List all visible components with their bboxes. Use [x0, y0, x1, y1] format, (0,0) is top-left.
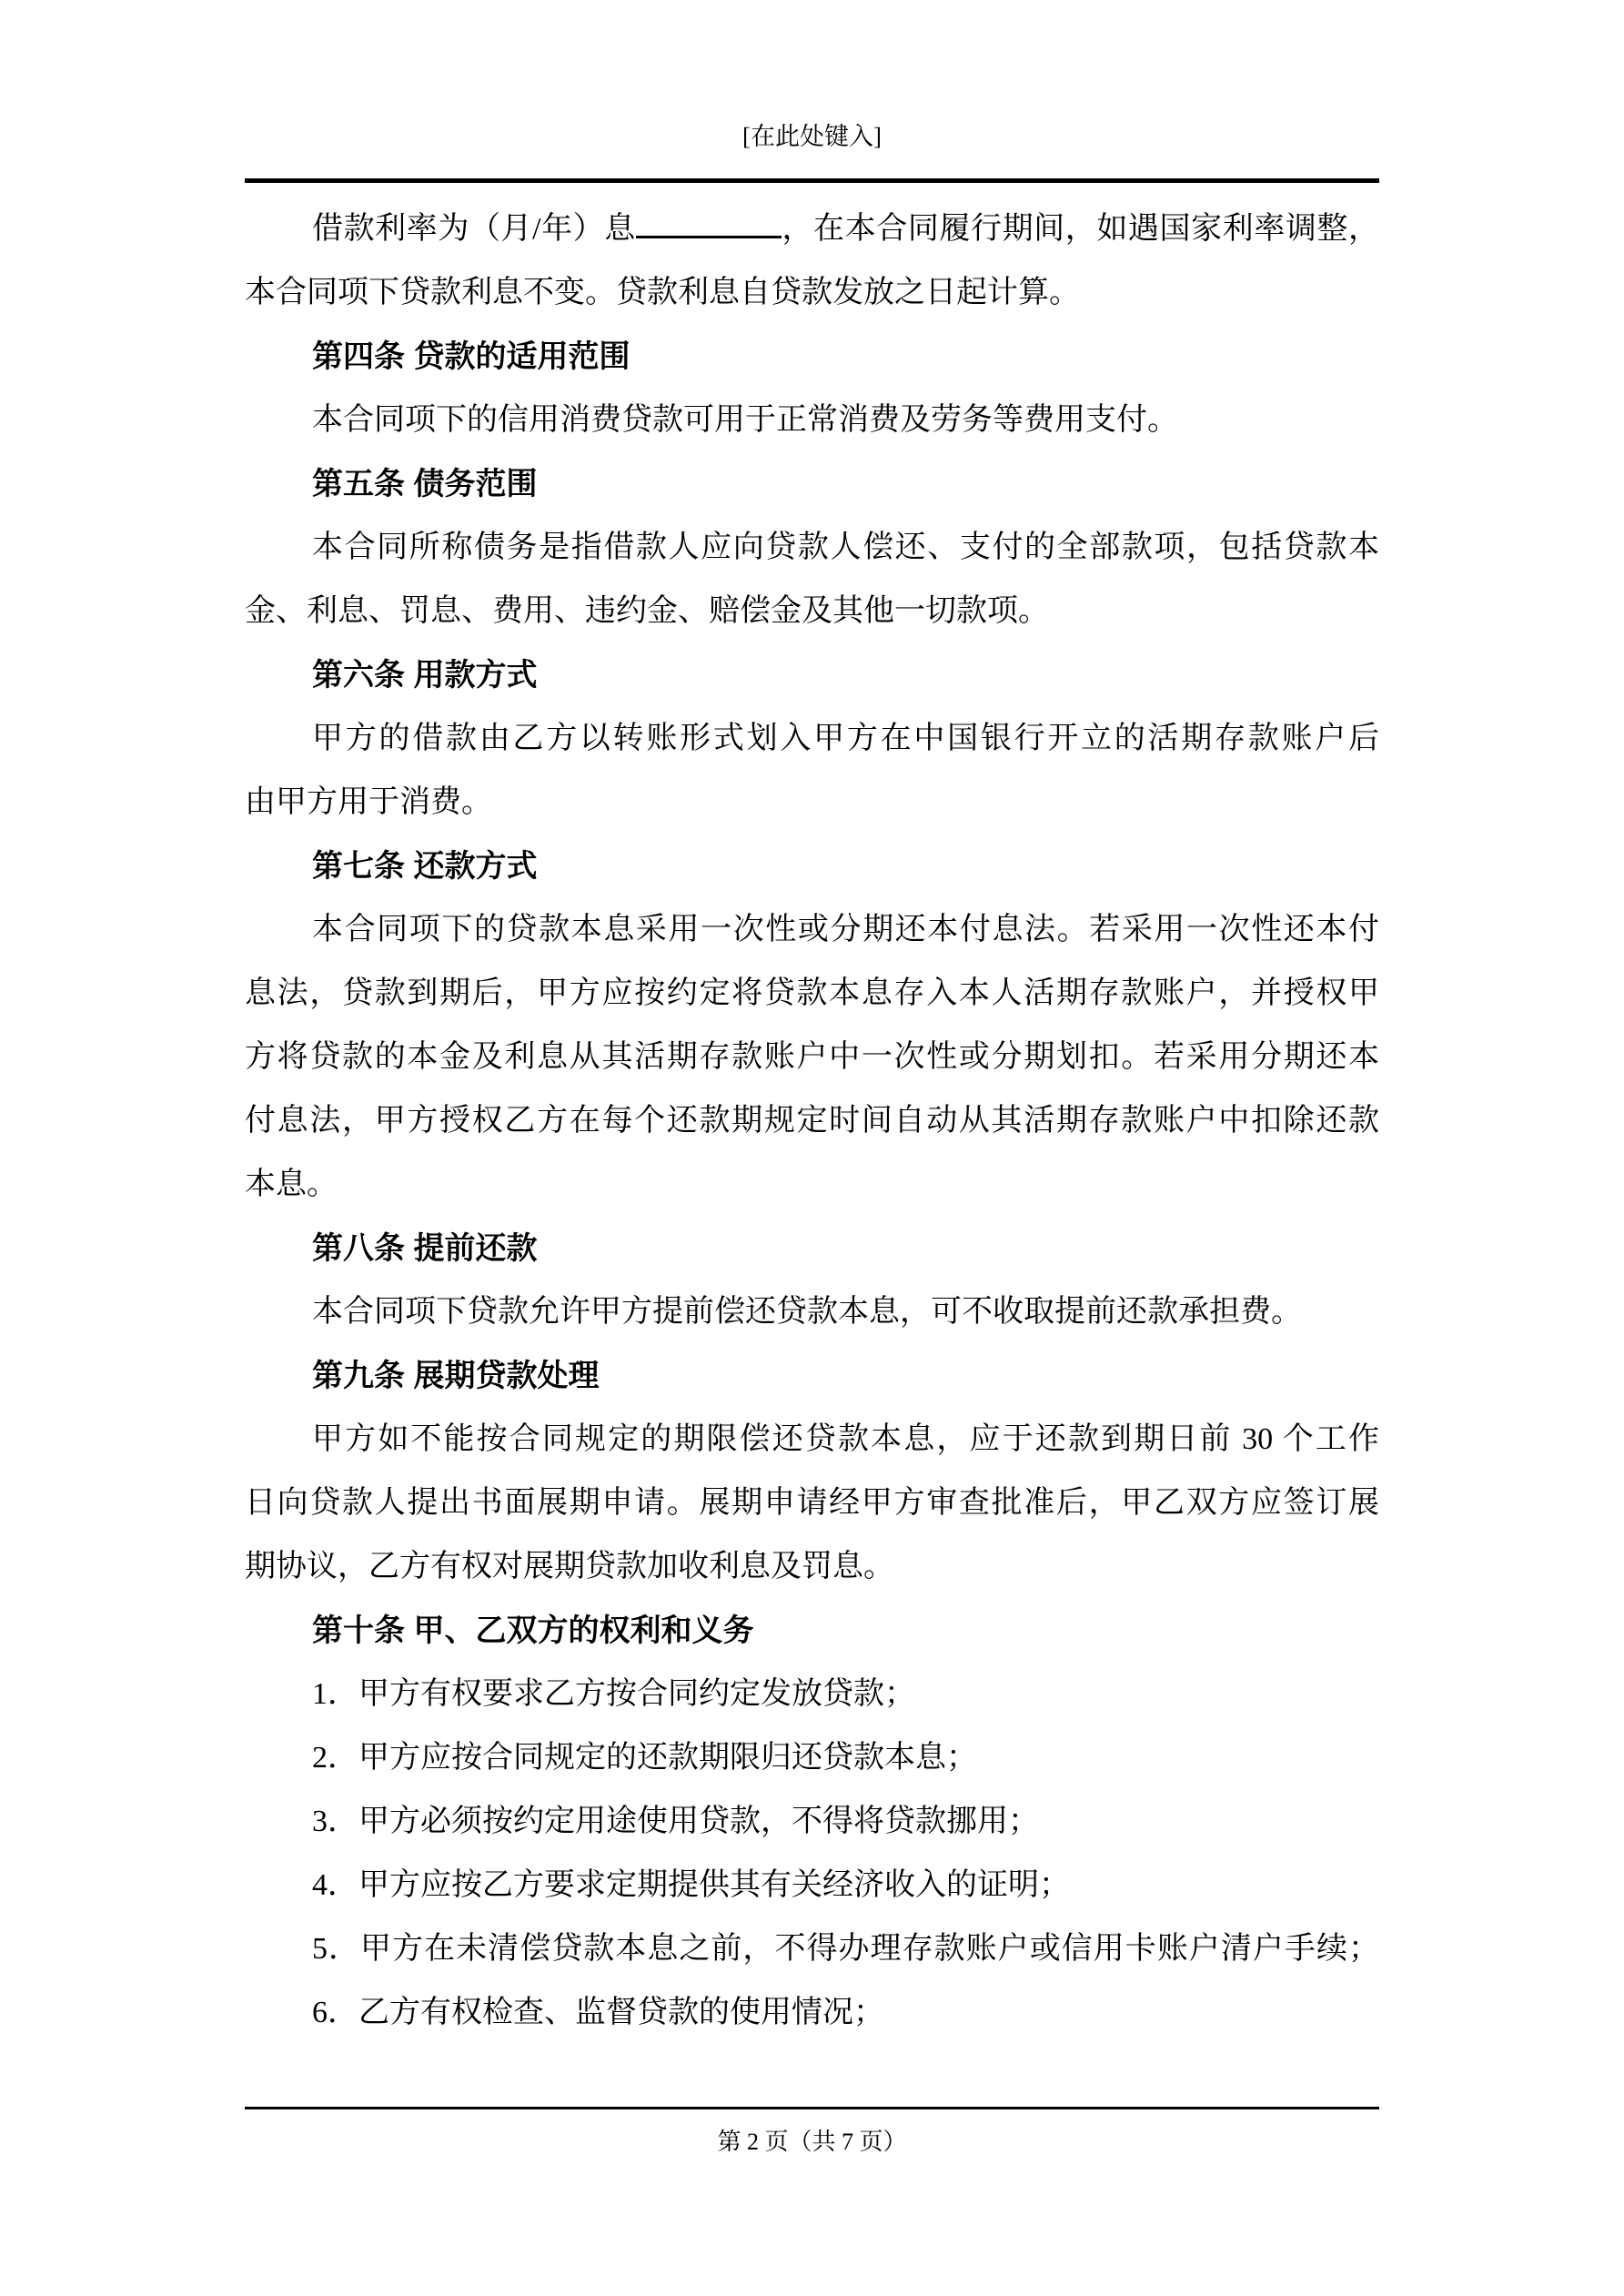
header-rule [245, 178, 1379, 183]
page-header [0, 122, 1624, 151]
header-placeholder-text: [在此处键入] [742, 123, 882, 150]
page-number-text: 第 2 页（共 7 页） [717, 2129, 907, 2155]
document-line: 本息。 [245, 1168, 338, 1201]
document-line: 4．甲方应按乙方要求定期提供其有关经济收入的证明； [312, 1868, 1070, 1902]
document-line: 本合同项下的贷款本息采用一次性或分期还本付息法。若采用一次性还本付 [312, 913, 1379, 946]
document-line: 息法，贷款到期后，甲方应按约定将贷款本息存入本人活期存款账户，并授权甲 [245, 976, 1379, 1010]
section-heading: 第七条 还款方式 [312, 849, 538, 884]
document-line: 期协议，乙方有权对展期贷款加收利息及罚息。 [245, 1550, 894, 1583]
document-line: 甲方如不能按合同规定的期限偿还贷款本息，应于还款到期日前 30 个工作 [312, 1422, 1379, 1456]
document-line: 本合同所称债务是指借款人应向贷款人偿还、支付的全部款项，包括贷款本 [312, 531, 1379, 564]
document-line: 借款利率为（月/年）息 ，在本合同履行期间，如遇国家利率调整， [245, 197, 1379, 261]
page-footer [0, 2128, 1624, 2157]
document-line: 金、利息、罚息、费用、违约金、赔偿金及其他一切款项。 [245, 594, 1049, 628]
document-body [245, 197, 1379, 2045]
section-heading: 第四条 贷款的适用范围 [312, 339, 630, 374]
document-line: 日向贷款人提出书面展期申请。展期申请经甲方审查批准后，甲乙双方应签订展 [245, 1486, 1379, 1520]
section-heading: 第十条 甲、乙双方的权利和义务 [312, 1613, 754, 1648]
document-line: 付息法，甲方授权乙方在每个还款期规定时间自动从其活期存款账户中扣除还款 [245, 1104, 1379, 1138]
document-line: 方将贷款的本金及利息从其活期存款账户中一次性或分期划扣。若采用分期还本 [245, 1040, 1379, 1074]
footer-rule [245, 2107, 1379, 2109]
document-line: 甲方的借款由乙方以转账形式划入甲方在中国银行开立的活期存款账户后 [312, 722, 1379, 755]
section-heading: 第五条 债务范围 [312, 467, 538, 501]
section-heading: 第六条 用款方式 [312, 658, 538, 693]
document-line: 6．乙方有权检查、监督贷款的使用情况； [312, 1996, 884, 2029]
section-heading: 第九条 展期贷款处理 [312, 1359, 600, 1393]
document-line: 2．甲方应按合同规定的还款期限归还贷款本息； [312, 1741, 977, 1775]
document-line: 由甲方用于消费。 [245, 785, 492, 819]
document-line: 本合同项下贷款允许甲方提前偿还贷款本息，可不收取提前还款承担费。 [312, 1295, 1302, 1329]
blank-underline [636, 205, 782, 238]
document-line: 1．甲方有权要求乙方按合同约定发放贷款； [312, 1677, 915, 1711]
document-line: 5．甲方在未清偿贷款本息之前，不得办理存款账户或信用卡账户清户手续； [312, 1932, 1379, 1966]
document-line: 本合同项下的信用消费贷款可用于正常消费及劳务等费用支付。 [312, 403, 1178, 437]
document-line: 3．甲方必须按约定用途使用贷款，不得将贷款挪用； [312, 1805, 1039, 1838]
section-heading: 第八条 提前还款 [312, 1231, 538, 1266]
document-line: 本合同项下贷款利息不变。贷款利息自贷款发放之日起计算。 [245, 276, 1080, 309]
